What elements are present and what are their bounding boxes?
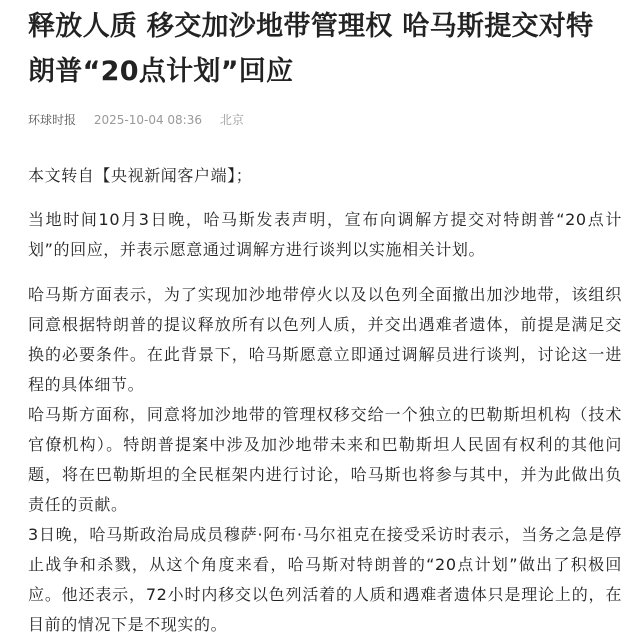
article-datetime: 2025-10-04 08:36 (93, 113, 202, 127)
article-location: 北京 (219, 113, 244, 127)
article-meta (28, 112, 258, 128)
article-paragraph: 哈马斯方面称，同意将加沙地带的管理权移交给一个独立的巴勒斯坦机构（技术官僚机构）。特朗普提案中涉及加沙地带未来和巴勒斯坦人民固有权利的其他问题，将在巴勒斯坦的全民框架内进行讨论，哈马斯也将参与其中，并为此做出负责任的贡献。 (28, 405, 622, 514)
article-paragraph: 哈马斯方面表示，为了实现加沙地带停火以及以色列全面撤出加沙地带，该组织同意根据特朗普的提议释放所有以色列人质，并交出遇难者遗体，前提是满足交换的必要条件。在此背景下，哈马斯愿意立即通过调解员进行谈判，讨论这一进程的具体细节。 (28, 285, 622, 394)
article-title: 释放人质 移交加沙地带管理权 哈马斯提交对特朗普“20点计划”回应 (28, 11, 594, 87)
article-paragraph: 本文转自【央视新闻客户端】； (28, 166, 253, 185)
article-source[interactable]: 环球时报 (28, 113, 77, 127)
article-paragraph: 3日晚，哈马斯政治局成员穆萨·阿布·马尔祖克在接受采访时表示，当务之急是停止战争和杀戮，从这个角度来看，哈马斯对特朗普的“20点计划”做出了积极回应。他还表示，72小时内移交以色列活着的人质和遇难者遗体只是理论上的，在目前的情况下是不现实的。 (28, 525, 622, 634)
article-paragraph: 当地时间10月3日晚，哈马斯发表声明，宣布向调解方提交对特朗普“20点计划”的回应，并表示愿意通过调解方进行谈判以实施相关计划。 (28, 210, 622, 259)
